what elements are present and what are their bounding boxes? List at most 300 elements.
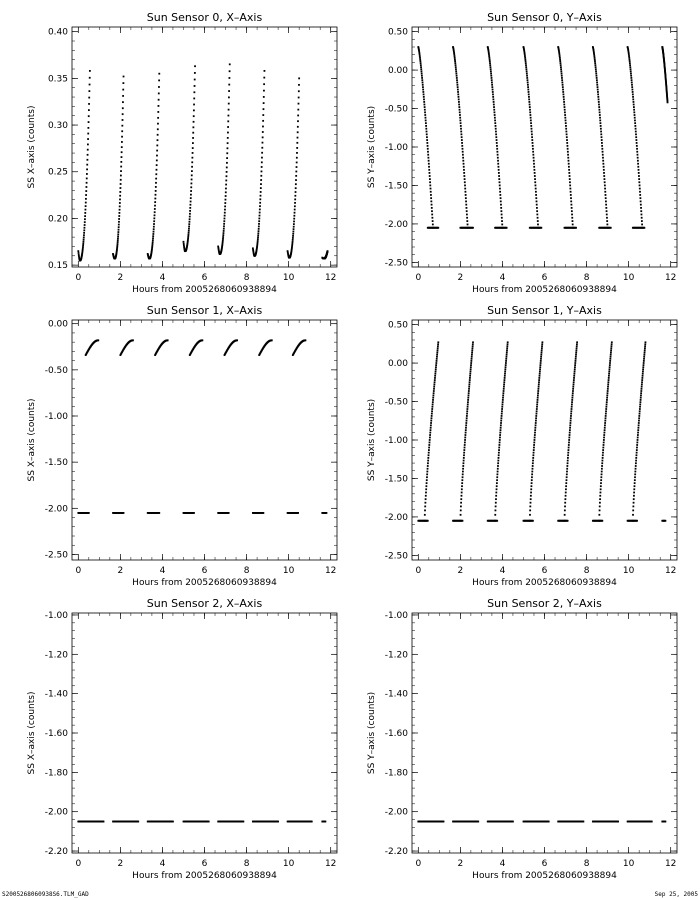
data-point	[222, 241, 224, 243]
data-point	[566, 479, 568, 481]
data-point	[528, 98, 530, 100]
data-point	[535, 424, 537, 426]
data-point	[490, 73, 492, 75]
data-point	[611, 341, 613, 343]
data-point	[418, 52, 420, 54]
x-tick-label: 2	[117, 859, 124, 869]
data-point	[193, 91, 195, 93]
data-point	[535, 194, 537, 196]
data-point	[525, 66, 527, 68]
data-point	[420, 61, 422, 63]
data-point	[498, 172, 500, 174]
data-point	[534, 427, 536, 429]
data-point	[120, 179, 122, 181]
data-point	[531, 133, 533, 135]
data-point	[490, 75, 492, 77]
data-point	[430, 188, 432, 190]
data-point	[609, 364, 611, 366]
data-point	[192, 132, 194, 134]
data-point	[433, 386, 435, 388]
data-point	[634, 473, 636, 475]
x-tick-label: 8	[583, 566, 590, 576]
data-point	[271, 339, 273, 341]
data-point	[526, 73, 528, 75]
data-point	[435, 368, 437, 370]
data-point	[488, 55, 490, 57]
data-point	[466, 210, 468, 212]
data-point	[533, 157, 535, 159]
data-point	[457, 86, 459, 88]
data-point	[461, 485, 463, 487]
data-point	[599, 114, 601, 116]
data-point	[262, 120, 264, 122]
data-point	[643, 360, 645, 362]
data-point	[462, 151, 464, 153]
data-point	[594, 59, 596, 61]
data-point	[155, 194, 157, 196]
data-point	[190, 190, 192, 192]
data-point	[608, 371, 610, 373]
data-point	[524, 52, 526, 54]
data-point	[463, 172, 465, 174]
y-tick-label: -1.00	[384, 610, 408, 621]
data-point	[467, 397, 469, 399]
data-point	[599, 120, 601, 122]
data-point	[432, 224, 434, 226]
data-point	[424, 109, 426, 111]
data-point	[191, 166, 193, 168]
data-point	[524, 54, 526, 56]
data-point	[422, 84, 424, 86]
data-point	[455, 71, 457, 73]
data-point	[152, 237, 154, 239]
data-point	[604, 191, 606, 193]
data-point	[190, 194, 192, 196]
x-tick-label: 2	[457, 859, 464, 869]
x-tick-label: 6	[541, 859, 548, 869]
data-point	[260, 191, 262, 193]
data-point	[298, 103, 300, 105]
data-point	[632, 91, 634, 93]
data-point	[609, 360, 611, 362]
x-tick-label: 4	[499, 273, 506, 283]
data-point	[640, 390, 642, 392]
data-point	[120, 187, 122, 189]
data-point	[538, 386, 540, 388]
data-point	[606, 220, 608, 222]
data-point	[533, 442, 535, 444]
data-point	[461, 482, 463, 484]
data-point	[631, 86, 633, 88]
data-point	[634, 476, 636, 478]
data-point	[463, 462, 465, 464]
data-point	[192, 147, 194, 149]
data-point	[539, 373, 541, 375]
data-point	[534, 169, 536, 171]
data-point	[560, 66, 562, 68]
data-point	[576, 348, 578, 350]
data-point	[562, 91, 564, 93]
chart-panel-0	[27, 11, 337, 295]
data-point-flat	[208, 821, 210, 823]
data-point	[426, 142, 428, 144]
data-point	[82, 246, 84, 248]
data-point	[599, 506, 601, 508]
data-point	[500, 207, 502, 209]
data-point	[567, 457, 569, 459]
data-point	[560, 62, 562, 64]
data-point	[419, 54, 421, 56]
data-point	[433, 395, 435, 397]
data-point	[427, 457, 429, 459]
data-point	[634, 117, 636, 119]
data-point	[470, 368, 472, 370]
data-point	[499, 444, 501, 446]
x-tick-label: 0	[75, 566, 82, 576]
data-point	[526, 77, 528, 79]
data-point	[472, 341, 474, 343]
y-tick-label: -1.80	[384, 768, 408, 779]
data-point	[121, 156, 123, 158]
data-point	[427, 460, 429, 462]
data-point	[530, 120, 532, 122]
data-point	[530, 125, 532, 127]
data-point	[594, 64, 596, 66]
data-point	[429, 175, 431, 177]
data-point	[455, 73, 457, 75]
data-point	[258, 218, 260, 220]
data-point	[604, 184, 606, 186]
data-point	[535, 415, 537, 417]
data-point	[431, 413, 433, 415]
data-point-flat	[512, 821, 514, 823]
data-point	[463, 163, 465, 165]
data-point	[460, 131, 462, 133]
data-point	[430, 422, 432, 424]
data-point	[564, 502, 566, 504]
x-tick-label: 10	[622, 859, 635, 869]
data-point	[84, 215, 86, 217]
x-tick-label: 12	[664, 273, 677, 283]
data-point	[506, 350, 508, 352]
data-point	[293, 218, 295, 220]
data-point	[225, 180, 227, 182]
data-point	[430, 429, 432, 431]
data-point	[85, 205, 87, 207]
y-tick-label: -1.40	[384, 689, 408, 700]
data-point	[226, 157, 228, 159]
data-point	[643, 356, 645, 358]
data-point	[640, 397, 642, 399]
data-point	[607, 386, 609, 388]
data-point	[569, 181, 571, 183]
data-point	[426, 473, 428, 475]
data-point	[641, 377, 643, 379]
data-point	[292, 241, 294, 243]
data-point	[567, 157, 569, 159]
data-point	[292, 239, 294, 241]
data-point	[496, 145, 498, 147]
data-point	[497, 468, 499, 470]
data-point	[530, 122, 532, 124]
data-point	[122, 89, 124, 91]
data-point	[466, 410, 468, 412]
data-point	[225, 191, 227, 193]
data-point	[228, 84, 230, 86]
data-point	[532, 151, 534, 153]
data-point	[536, 406, 538, 408]
data-point	[572, 390, 574, 392]
data-point	[296, 166, 298, 168]
data-point	[422, 86, 424, 88]
data-point	[525, 61, 527, 63]
data-point	[629, 61, 631, 63]
data-point	[607, 390, 609, 392]
x-tick-label: 8	[243, 859, 250, 869]
data-point	[471, 358, 473, 360]
data-point	[460, 125, 462, 127]
data-point	[434, 381, 436, 383]
data-point	[633, 101, 635, 103]
data-point	[526, 71, 528, 73]
data-point	[257, 242, 259, 244]
y-tick-label: -1.40	[44, 689, 68, 700]
x-tick-label: 12	[324, 273, 337, 283]
data-point	[645, 341, 647, 343]
data-point	[493, 101, 495, 103]
data-point	[609, 368, 611, 370]
data-point	[597, 89, 599, 91]
data-point-flat	[506, 227, 508, 229]
data-point	[641, 384, 643, 386]
data-point	[464, 444, 466, 446]
data-point	[534, 181, 536, 183]
data-point	[297, 131, 299, 133]
data-point	[225, 188, 227, 190]
data-point	[259, 205, 261, 207]
data-point	[634, 120, 636, 122]
data-point	[568, 172, 570, 174]
data-point	[437, 343, 439, 345]
data-point	[84, 224, 86, 226]
data-point	[258, 220, 260, 222]
data-point	[503, 381, 505, 383]
data-point	[157, 123, 159, 125]
data-point	[433, 388, 435, 390]
data-point	[117, 238, 119, 240]
data-point	[606, 399, 608, 401]
data-point	[539, 368, 541, 370]
data-point	[465, 194, 467, 196]
data-point	[327, 250, 329, 252]
y-tick-label: -0.50	[384, 104, 408, 115]
data-point	[561, 77, 563, 79]
data-point	[432, 220, 434, 222]
data-point	[503, 388, 505, 390]
data-point-flat	[103, 821, 105, 823]
data-point-flat	[137, 821, 139, 823]
data-point	[637, 429, 639, 431]
data-point	[152, 233, 154, 235]
data-point	[634, 479, 636, 481]
data-point	[470, 364, 472, 366]
data-point	[427, 462, 429, 464]
data-point	[425, 502, 427, 504]
data-point	[467, 399, 469, 401]
data-point	[119, 195, 121, 197]
data-point	[600, 479, 602, 481]
data-point	[260, 183, 262, 185]
data-point	[594, 57, 596, 59]
data-point	[569, 434, 571, 436]
data-point	[603, 169, 605, 171]
data-point	[298, 97, 300, 99]
data-point	[88, 109, 90, 111]
data-point	[425, 125, 427, 127]
data-point	[635, 465, 637, 467]
data-point	[226, 152, 228, 154]
data-point	[637, 437, 639, 439]
data-point	[489, 61, 491, 63]
data-point	[191, 170, 193, 172]
y-tick-label: -1.00	[384, 436, 408, 446]
data-point	[643, 362, 645, 364]
data-point	[637, 439, 639, 441]
data-point	[495, 492, 497, 494]
data-point	[489, 59, 491, 61]
data-point-flat	[462, 520, 464, 522]
data-point	[533, 163, 535, 165]
data-point	[566, 142, 568, 144]
data-point	[423, 96, 425, 98]
data-point	[605, 194, 607, 196]
data-point	[88, 115, 90, 117]
data-point	[566, 133, 568, 135]
data-point	[432, 399, 434, 401]
data-point	[426, 479, 428, 481]
data-point	[262, 136, 264, 138]
data-point	[464, 442, 466, 444]
data-point	[506, 356, 508, 358]
data-point	[495, 509, 497, 511]
data-point	[605, 207, 607, 209]
data-point	[570, 200, 572, 202]
x-tick-label: 4	[159, 273, 166, 283]
data-point	[531, 128, 533, 130]
data-point	[505, 364, 507, 366]
data-point	[437, 345, 439, 347]
data-point-flat	[243, 821, 245, 823]
x-tick-label: 10	[282, 566, 295, 576]
data-point	[569, 429, 571, 431]
data-point-flat	[277, 821, 279, 823]
data-point	[644, 350, 646, 352]
data-point	[191, 157, 193, 159]
y-tick-label: -2.50	[384, 258, 408, 269]
data-point	[468, 388, 470, 390]
data-point	[641, 381, 643, 383]
data-point	[567, 148, 569, 150]
data-point	[609, 358, 611, 360]
data-point	[600, 492, 602, 494]
data-point	[263, 108, 265, 110]
data-point	[610, 350, 612, 352]
y-tick-label: 0.35	[47, 74, 68, 85]
data-point	[296, 147, 298, 149]
data-point-flat	[610, 227, 612, 229]
data-point	[503, 386, 505, 388]
data-point	[638, 424, 640, 426]
data-point	[642, 368, 644, 370]
data-point	[460, 122, 462, 124]
data-point	[632, 509, 634, 511]
data-point	[558, 52, 560, 54]
data-point	[635, 128, 637, 130]
data-point	[537, 224, 539, 226]
data-point	[499, 434, 501, 436]
data-point	[599, 117, 601, 119]
data-point	[194, 65, 196, 67]
data-point	[496, 488, 498, 490]
data-point	[534, 429, 536, 431]
data-point	[567, 145, 569, 147]
data-point	[490, 66, 492, 68]
data-point	[83, 241, 85, 243]
data-point	[472, 345, 474, 347]
data-point	[433, 390, 435, 392]
data-point	[120, 170, 122, 172]
data-point	[605, 408, 607, 410]
data-point	[566, 476, 568, 478]
data-point	[602, 449, 604, 451]
data-point	[468, 395, 470, 397]
data-point	[568, 444, 570, 446]
data-point	[531, 471, 533, 473]
data-point	[570, 415, 572, 417]
data-point	[117, 241, 119, 243]
data-point	[598, 101, 600, 103]
data-point	[461, 488, 463, 490]
data-point	[504, 375, 506, 377]
data-point	[599, 498, 601, 500]
data-point	[193, 121, 195, 123]
data-point	[498, 457, 500, 459]
data-point	[642, 375, 644, 377]
data-point	[536, 413, 538, 415]
data-point	[532, 142, 534, 144]
data-point	[84, 221, 86, 223]
data-point	[465, 424, 467, 426]
data-series	[417, 821, 666, 823]
data-point	[194, 79, 196, 81]
x-tick-label: 2	[457, 273, 464, 283]
data-point	[563, 101, 565, 103]
data-point	[472, 348, 474, 350]
x-tick-label: 12	[664, 859, 677, 869]
data-point	[634, 114, 636, 116]
y-tick-label: -1.00	[44, 610, 68, 621]
data-point	[463, 457, 465, 459]
data-point	[572, 224, 574, 226]
data-point-flat	[297, 512, 299, 514]
x-tick-label: 0	[415, 859, 422, 869]
data-point	[604, 181, 606, 183]
data-point	[494, 111, 496, 113]
data-point	[596, 77, 598, 79]
data-point	[457, 89, 459, 91]
data-point	[258, 223, 260, 225]
data-point	[506, 348, 508, 350]
